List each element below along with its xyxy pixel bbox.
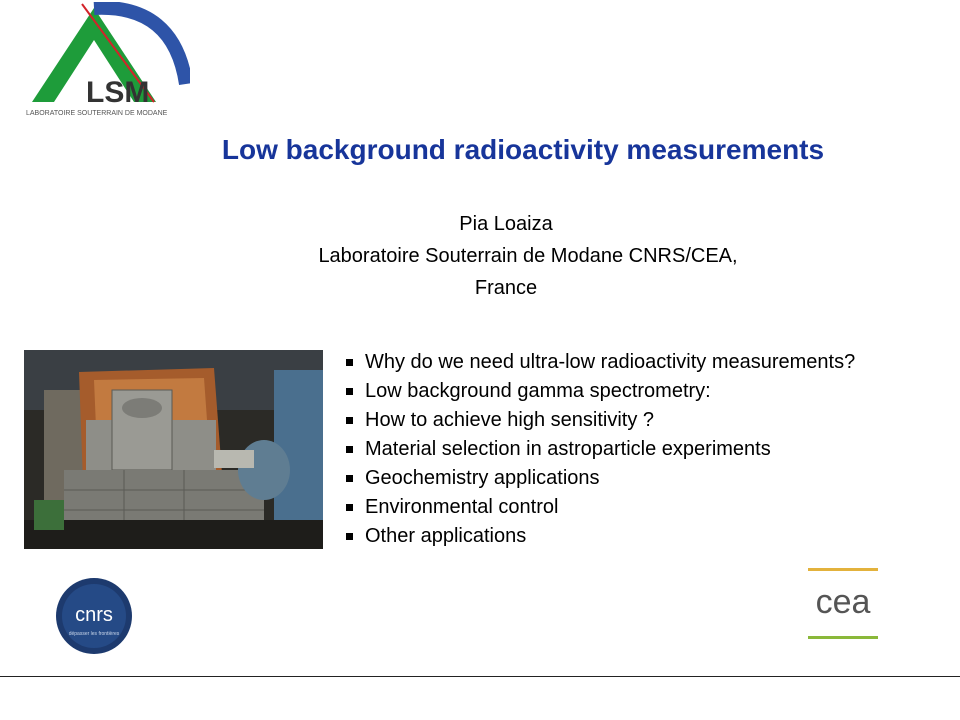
author-country: France bbox=[474, 277, 538, 299]
lsm-logo bbox=[24, 2, 190, 120]
square-bullet-icon bbox=[346, 533, 353, 540]
square-bullet-icon bbox=[346, 504, 353, 511]
svg-text:cnrs: cnrs bbox=[75, 604, 113, 626]
list-item: Environmental control bbox=[344, 493, 855, 522]
square-bullet-icon bbox=[346, 417, 353, 424]
slide-title: Low background radioactivity measurements bbox=[221, 134, 825, 165]
list-item: Why do we need ultra-low radioactivity measurements? bbox=[344, 348, 855, 377]
square-bullet-icon bbox=[346, 446, 353, 453]
list-item: How to achieve high sensitivity ? bbox=[344, 406, 855, 435]
square-bullet-icon bbox=[346, 359, 353, 366]
cea-logo bbox=[806, 566, 880, 642]
cnrs-logo bbox=[55, 577, 133, 655]
detector-photo bbox=[24, 350, 323, 549]
list-item: Low background gamma spectrometry: bbox=[344, 377, 855, 406]
list-item: Geochemistry applications bbox=[344, 464, 855, 493]
square-bullet-icon bbox=[346, 388, 353, 395]
footer-divider bbox=[0, 676, 960, 677]
svg-text:LSM: LSM bbox=[86, 76, 150, 109]
bullet-list bbox=[344, 348, 855, 551]
svg-text:dépasser les frontières: dépasser les frontières bbox=[68, 631, 120, 637]
author-name: Pia Loaiza bbox=[459, 213, 553, 235]
square-bullet-icon bbox=[346, 475, 353, 482]
list-item: Material selection in astroparticle experiments bbox=[344, 435, 855, 464]
list-item: Other applications bbox=[344, 522, 855, 551]
svg-text:LABORATOIRE SOUTERRAIN DE MODA: LABORATOIRE SOUTERRAIN DE MODANE bbox=[26, 110, 168, 117]
author-block bbox=[268, 208, 788, 304]
svg-text:cea: cea bbox=[815, 583, 871, 621]
author-affiliation: Laboratoire Souterrain de Modane CNRS/CEA, bbox=[318, 245, 738, 267]
